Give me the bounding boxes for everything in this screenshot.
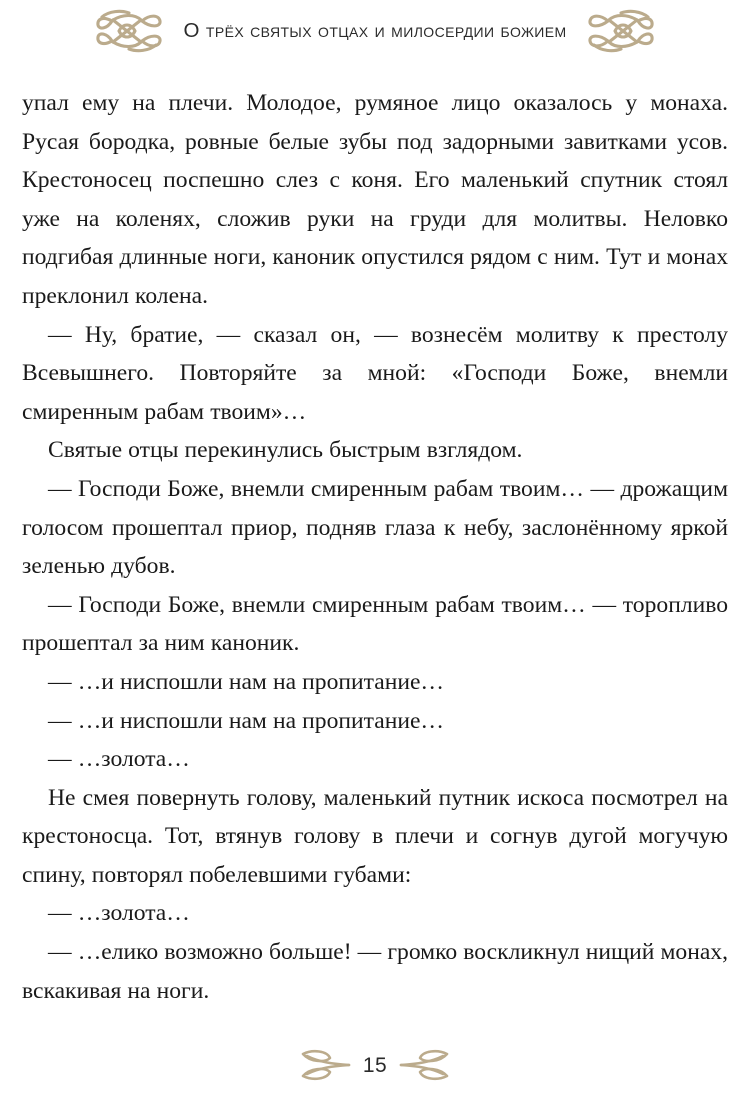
- paragraph: — …и ниспошли нам на пропитание…: [48, 707, 445, 734]
- paragraph: — Ну, братие, — сказал он, — вознесём молитву к престолу Всевышнего. Повторяйте за мной: «Господи Боже, внемли смиренным рабам твоим»…: [22, 321, 728, 425]
- paragraph: упал ему на плечи. Молодое, румяное лицо оказалось у монаха. Русая бородка, ровные белые зубы под задорными завитками усов. Крестоносец поспешно слез с коня. Его маленький спутник стоял уже на коленях, сложив руки на груди для молитвы. Неловко подгибая длинные ноги, каноник опустился рядом с ним. Тут и монах преклонил колена.: [22, 90, 728, 309]
- paragraph: — Господи Боже, внемли смиренным рабам твоим… — дрожащим голосом прошептал приор, подняв глаза к небу, заслонённому яркой зеленью дубов.: [22, 475, 728, 580]
- paragraph: — Господи Боже, внемли смиренным рабам твоим… — торопливо прошептал за ним каноник.: [22, 591, 728, 657]
- page-number: 15: [362, 1053, 388, 1077]
- celtic-knot-icon: [585, 8, 657, 54]
- paragraph: — …золота…: [48, 900, 190, 927]
- celtic-knot-icon: [93, 8, 165, 54]
- page-footer: [0, 1043, 750, 1087]
- paragraph: — …золота…: [48, 746, 190, 773]
- running-head-title: О трёх святых отцах и милосердии божием: [183, 18, 567, 42]
- leaf-flourish-icon: [297, 1048, 353, 1082]
- body-text-column: [22, 84, 728, 1010]
- paragraph: — …елико возможно больше! — громко воскликнул нищий монах, вскакивая на ноги.: [22, 939, 728, 1004]
- running-head: [0, 0, 750, 62]
- paragraph: Святые отцы перекинулись быстрым взглядом.: [48, 437, 523, 464]
- paragraph: Не смея повернуть голову, маленький путник искоса посмотрел на крестоносца. Тот, втянув голову в плечи и согнув дугой могучую спину, повторял побелевшими губами:: [22, 784, 728, 888]
- paragraph: — …и ниспошли нам на пропитание…: [48, 668, 445, 695]
- leaf-flourish-icon: [397, 1048, 453, 1082]
